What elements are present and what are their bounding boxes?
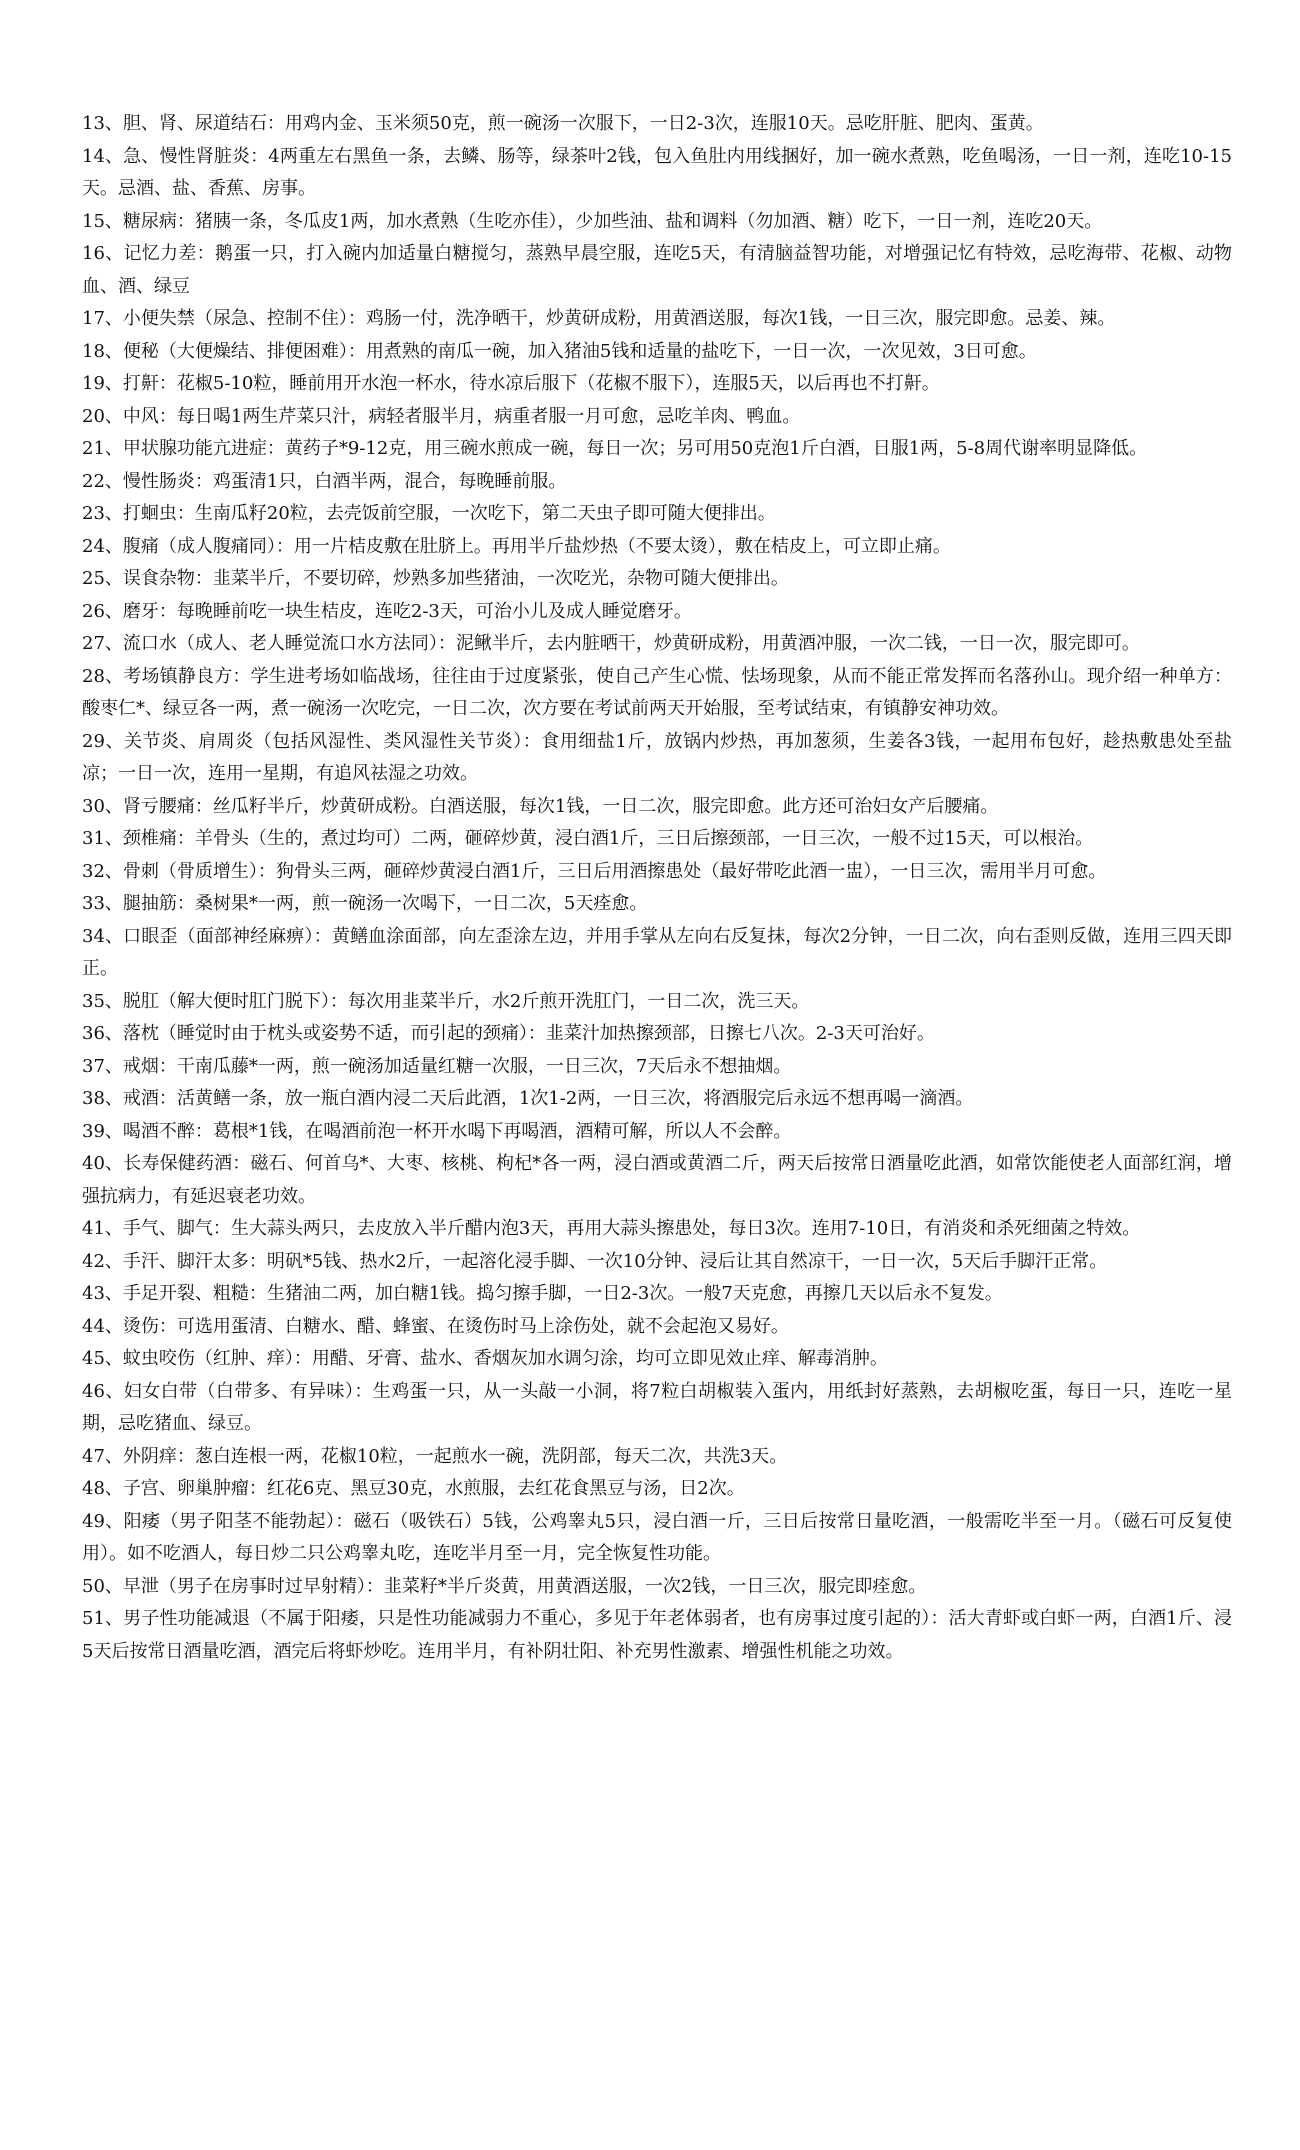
remedy-entry-46: 46、妇女白带（白带多、有异味）：生鸡蛋一只，从一头敲一小洞，将7粒白胡椒装入蛋内，用纸封好蒸熟，去胡椒吃蛋，每日一只，连吃一星期，忌吃猪血、绿豆。 xyxy=(82,1380,1232,1434)
remedy-entry-14: 14、急、慢性肾脏炎：4两重左右黑鱼一条，去鳞、肠等，绿茶叶2钱，包入鱼肚内用线捆好，加一碗水煮熟，吃鱼喝汤，一日一剂，连吃10-15天。忌酒、盐、香蕉、房事。 xyxy=(82,145,1232,199)
remedy-entry-15: 15、糖尿病：猪胰一条，冬瓜皮1两，加水煮熟（生吃亦佳），少加些油、盐和调料（勿加酒、糖）吃下，一日一剂，连吃20天。 xyxy=(82,210,1103,232)
remedy-entry-42: 42、手汗、脚汗太多：明矾*5钱、热水2斤，一起溶化浸手脚、一次10分钟、浸后让其自然凉干，一日一次，5天后手脚汗正常。 xyxy=(82,1250,1108,1272)
remedy-entry-33: 33、腿抽筋：桑树果*一两，煎一碗汤一次喝下，一日二次，5天痊愈。 xyxy=(82,893,648,914)
remedy-entry-36: 36、落枕（睡觉时由于枕头或姿势不适，而引起的颈痛）：韭菜汁加热擦颈部，日擦七八次。2-3天可治好。 xyxy=(82,1023,935,1044)
remedy-entry-35: 35、脱肛（解大便时肛门脱下）：每次用韭菜半斤，水2斤煎开洗肛门，一日二次，洗三天。 xyxy=(82,990,810,1012)
remedy-entry-45: 45、蚊虫咬伤（红肿、痒）：用醋、牙膏、盐水、香烟灰加水调匀涂，均可立即见效止痒、解毒消肿。 xyxy=(82,1348,888,1369)
remedy-entry-24: 24、腹痛（成人腹痛同）：用一片桔皮敷在肚脐上。再用半斤盐炒热（不要太烫），敷在桔皮上，可立即止痛。 xyxy=(82,535,951,557)
remedy-entry-38: 38、戒酒：活黄鳝一条，放一瓶白酒内浸二天后此酒，1次1-2两，一日三次，将酒服完后永远不想再喝一滴酒。 xyxy=(82,1088,974,1109)
remedy-entry-29: 29、关节炎、肩周炎（包括风湿性、类风湿性关节炎）：食用细盐1斤，放锅内炒热，再加葱须，生姜各3钱，一起用布包好，趁热敷患处至盐凉；一日一次，连用一星期，有追风祛湿之功效。 xyxy=(82,730,1232,784)
remedy-entry-13: 13、胆、肾、尿道结石：用鸡内金、玉米须50克，煎一碗汤一次服下，一日2-3次，连服10天。忌吃肝脏、肥肉、蛋黄。 xyxy=(82,113,1044,134)
remedy-entry-22: 22、慢性肠炎：鸡蛋清1只，白酒半两，混合，每晚睡前服。 xyxy=(82,470,567,492)
remedy-entry-50: 50、早泄（男子在房事时过早射精）：韭菜籽*半斤炎黄，用黄酒送服，一次2钱，一日三次，服完即痊愈。 xyxy=(82,1575,927,1597)
remedy-entry-32: 32、骨刺（骨质增生）：狗骨头三两，砸碎炒黄浸白酒1斤，三日后用酒擦患处（最好带吃此酒一盅），一日三次，需用半月可愈。 xyxy=(82,860,1107,882)
remedy-entry-47: 47、外阴痒：葱白连根一两，花椒10粒，一起煎水一碗，洗阴部，每天二次，共洗3天。 xyxy=(82,1445,788,1467)
remedy-entry-30: 30、肾亏腰痛：丝瓜籽半斤，炒黄研成粉。白酒送服，每次1钱，一日二次，服完即愈。此方还可治妇女产后腰痛。 xyxy=(82,795,999,817)
remedy-entry-43: 43、手足开裂、粗糙：生猪油二两，加白糖1钱。捣匀擦手脚，一日2-3次。一般7天克愈，再擦几天以后永不复发。 xyxy=(82,1283,1003,1304)
remedy-entry-23: 23、打蛔虫：生南瓜籽20粒，去壳饭前空服，一次吃下，第二天虫子即可随大便排出。 xyxy=(82,503,776,524)
remedy-entry-31: 31、颈椎痛：羊骨头（生的，煮过均可）二两，砸碎炒黄，浸白酒1斤，三日后擦颈部，一日三次，一般不过15天，可以根治。 xyxy=(82,828,1094,849)
remedy-entry-16: 16、记忆力差：鹅蛋一只，打入碗内加适量白糖搅匀，蒸熟早晨空服，连吃5天，有清脑益智功能，对增强记忆有特效，忌吃海带、花椒、动物血、酒、绿豆 xyxy=(82,243,1232,297)
remedy-entry-37: 37、戒烟：干南瓜藤*一两，煎一碗汤加适量红糖一次服，一日三次，7天后永不想抽烟。 xyxy=(82,1055,792,1077)
remedy-entry-19: 19、打鼾：花椒5-10粒，睡前用开水泡一杯水，待水凉后服下（花椒不服下），连服5天，以后再也不打鼾。 xyxy=(82,373,940,394)
remedy-entry-27: 27、流口水（成人、老人睡觉流口水方法同）：泥鳅半斤，去内脏晒干，炒黄研成粉，用黄酒冲服，一次二钱，一日一次，服完即可。 xyxy=(82,633,1140,654)
remedy-entry-39: 39、喝酒不醉：葛根*1钱，在喝酒前泡一杯开水喝下再喝酒，酒精可解，所以人不会醉。 xyxy=(82,1120,792,1142)
remedy-entry-51: 51、男子性功能减退（不属于阳痿，只是性功能减弱力不重心，多见于年老体弱者，也有房事过度引起的）：活大青虾或白虾一两，白酒1斤、浸5天后按常日酒量吃酒，酒完后将虾炒吃。连用半月，有补阴壮阳、补充男性激素、增强性机能之功效。 xyxy=(82,1608,1232,1662)
remedy-entry-26: 26、磨牙：每晚睡前吃一块生桔皮，连吃2-3天，可治小儿及成人睡觉磨牙。 xyxy=(82,600,692,622)
remedy-entry-48: 48、子宫、卵巢肿瘤：红花6克、黑豆30克，水煎服，去红花食黑豆与汤，日2次。 xyxy=(82,1478,745,1499)
remedy-entry-25: 25、误食杂物：韭菜半斤，不要切碎，炒熟多加些猪油，一次吃光，杂物可随大便排出。 xyxy=(82,568,789,589)
remedy-entry-41: 41、手气、脚气：生大蒜头两只，去皮放入半斤醋内泡3天，再用大蒜头擦患处，每日3次。连用7-10日，有消炎和杀死细菌之特效。 xyxy=(82,1218,1141,1239)
remedy-entry-49: 49、阳痿（男子阳茎不能勃起）：磁石（吸铁石）5钱，公鸡睾丸5只，浸白酒一斤，三日后按常日量吃酒，一般需吃半至一月。（磁石可反复使用）。如不吃酒人，每日炒二只公鸡睾丸吃，连吃半月至一月，完全恢复性功能。 xyxy=(82,1510,1232,1564)
remedy-entry-21: 21、甲状腺功能亢进症：黄药子*9-12克，用三碗水煎成一碗，每日一次；另可用50克泡1斤白酒，日服1两，5-8周代谢率明显降低。 xyxy=(82,438,1148,459)
remedy-entry-34: 34、口眼歪（面部神经麻痹）：黄鳝血涂面部，向左歪涂左边，并用手掌从左向右反复抹，每次2分钟，一日二次，向右歪则反做，连用三四天即正。 xyxy=(82,925,1232,979)
remedy-entry-17: 17、小便失禁（尿急、控制不住）：鸡肠一付，洗净晒干，炒黄研成粉，用黄酒送服，每次1钱，一日三次，服完即愈。忌姜、辣。 xyxy=(82,308,1116,329)
remedy-entry-20: 20、中风：每日喝1两生芹菜只汁，病轻者服半月，病重者服一月可愈，忌吃羊肉、鸭血。 xyxy=(82,405,801,427)
remedy-entry-40: 40、长寿保健药酒：磁石、何首乌*、大枣、核桃、枸杞*各一两，浸白酒或黄酒二斤，两天后按常日酒量吃此酒，如常饮能使老人面部红润，增强抗病力，有延迟衰老功效。 xyxy=(82,1153,1232,1207)
remedy-entry-28: 28、考场镇静良方：学生进考场如临战场，往往由于过度紧张，使自己产生心慌、怯场现象，从而不能正常发挥而名落孙山。现介绍一种单方：酸枣仁*、绿豆各一两，煮一碗汤一次吃完，一日二次，次方要在考试前两天开始服，至考试结束，有镇静安神功效。 xyxy=(82,665,1232,719)
remedy-entry-44: 44、烫伤：可选用蛋清、白糖水、醋、蜂蜜、在烫伤时马上涂伤处，就不会起泡又易好。 xyxy=(82,1315,789,1337)
remedy-entry-18: 18、便秘（大便燥结、排便困难）：用煮熟的南瓜一碗，加入猪油5钱和适量的盐吃下，一日一次，一次见效，3日可愈。 xyxy=(82,340,1037,362)
document-body xyxy=(82,108,1232,1668)
